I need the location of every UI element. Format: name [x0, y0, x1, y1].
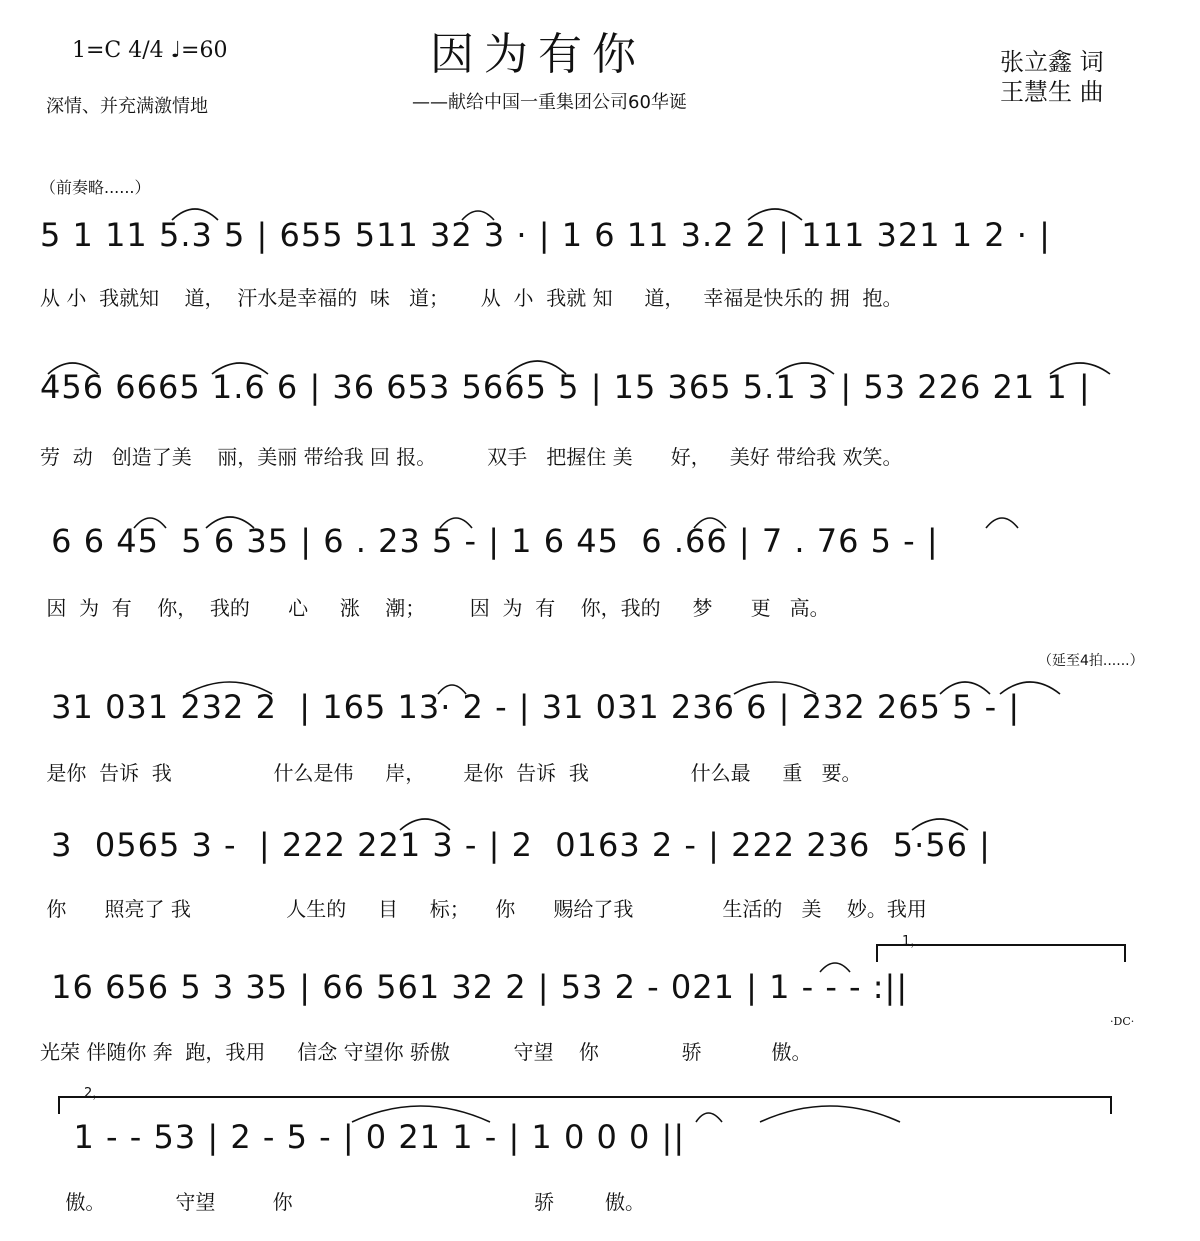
key-signature: 1=C 4/4 ♩=60	[72, 38, 228, 63]
slur	[134, 518, 166, 528]
first-ending-label: 1，	[902, 934, 924, 949]
lyric-line-4: 是你 告诉 我 什么是伟 岸， 是你 告诉 我 什么最 重 要。	[40, 761, 862, 785]
hold-note: （延至4拍......）	[1038, 653, 1144, 669]
lyric-line-5: 你 照亮了 我 人生的 目 标； 你 赐给了我 生活的 美 妙。我用	[40, 897, 927, 921]
slur	[986, 518, 1018, 528]
slur	[820, 963, 850, 972]
slur	[186, 682, 272, 694]
slur	[912, 819, 968, 830]
lyric-line-3: 因 为 有 你， 我的 心 涨 潮； 因 为 有 你，我的 梦 更 高。	[40, 596, 830, 620]
notation-line-7: 1 - - 53 | 2 - 5 - | 0 21 1 - | 1 0 0 0 ||	[40, 1118, 686, 1156]
notation-line-1: 5 1 11 5.3 5 | 655 511 32 3 · | 1 6 11 3.2 2 | 111 321 1 2 · |	[40, 216, 1051, 254]
slur	[748, 209, 802, 220]
lyric-line-7: 傲。 守望 你 骄 傲。	[40, 1190, 646, 1214]
slur	[760, 1106, 900, 1122]
prelude-note: （前奏略......）	[40, 178, 151, 197]
slur	[172, 209, 218, 220]
notation-line-2: 456 6665 1.6 6 | 36 653 5665 5 | 15 365 5.1 3 | 53 226 21 1 |	[40, 368, 1091, 406]
second-ending-label: 2，	[84, 1086, 106, 1101]
dc-repeat-mark: ·DC·	[1110, 1015, 1135, 1028]
slur	[696, 1113, 722, 1122]
slur	[734, 682, 816, 694]
slur	[212, 363, 268, 374]
song-title: 因为有你	[430, 29, 646, 80]
expression-marking: 深情、并充满激情地	[46, 96, 208, 117]
slur	[48, 363, 98, 374]
notation-line-4: 31 031 232 2 | 165 13· 2 - | 31 031 236 6 | 232 265 5 - |	[40, 688, 1021, 726]
slur	[206, 517, 254, 528]
lyric-line-1: 从 小 我就知 道， 汗水是幸福的 味 道； 从 小 我就 知 道， 幸福是快乐的 拥 抱。	[40, 286, 903, 310]
slur	[694, 518, 726, 528]
slur	[438, 685, 466, 694]
notation-line-3: 6 6 45 5 6 35 | 6 . 23 5 - | 1 6 45 6 .66 | 7 . 76 5 - |	[40, 522, 939, 560]
slur	[440, 518, 472, 528]
slur	[940, 682, 990, 694]
lyric-line-6: 光荣 伴随你 奔 跑，我用 信念 守望你 骄傲 守望 你 骄 傲。	[40, 1040, 812, 1064]
lyric-line-2: 劳 动 创造了美 丽，美丽 带给我 回 报。 双手 把握住 美 好， 美好 带给我 欢笑。	[40, 445, 903, 469]
notation-line-5: 3 0565 3 - | 222 221 3 - | 2 0163 2 - | 222 236 5·56 |	[40, 826, 991, 864]
slur	[352, 1106, 490, 1122]
composer-credit: 王慧生 曲	[1000, 78, 1104, 106]
notation-line-6: 16 656 5 3 35 | 66 561 32 2 | 53 2 - 021 | 1 - - - :||	[40, 968, 909, 1006]
slur	[1000, 682, 1060, 694]
slur	[1050, 363, 1110, 374]
slur	[776, 363, 834, 374]
slur	[508, 361, 566, 374]
slur	[462, 211, 494, 220]
lyricist-credit: 张立鑫 词	[1000, 48, 1104, 76]
slur	[400, 819, 450, 830]
dedication-subtitle: ——献给中国一重集团公司60华诞	[412, 92, 687, 113]
